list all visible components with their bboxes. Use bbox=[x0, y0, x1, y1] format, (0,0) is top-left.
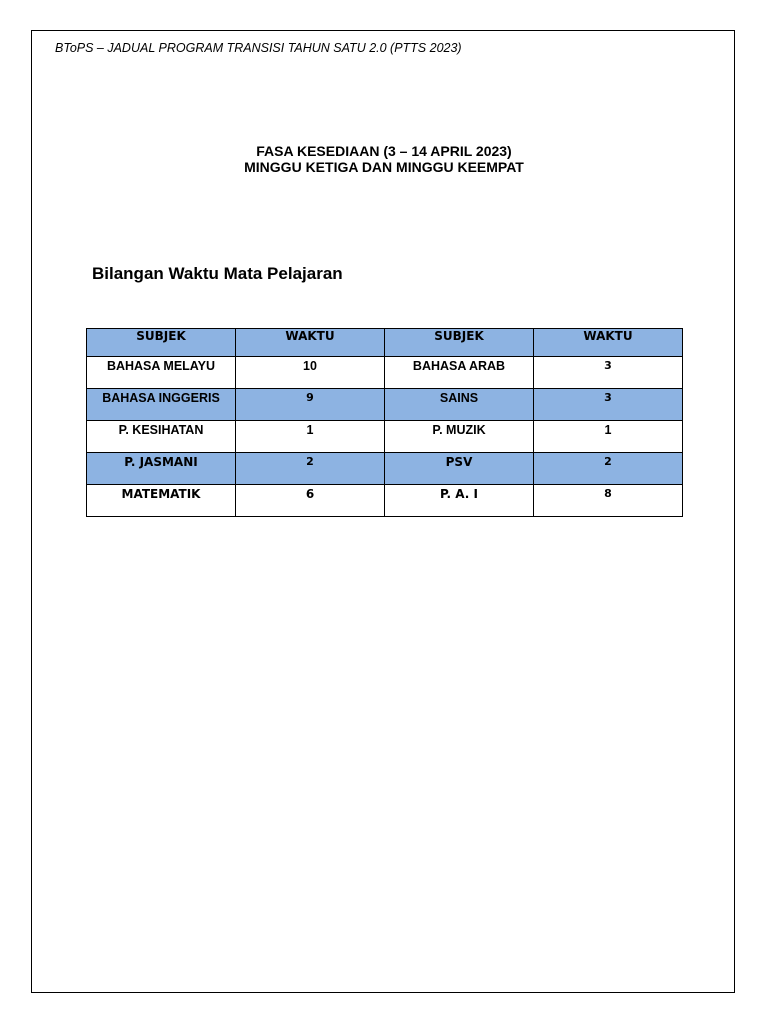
subject-cell: SAINS bbox=[385, 389, 534, 421]
subject-cell: P. MUZIK bbox=[385, 421, 534, 453]
phase-title: FASA KESEDIAAN (3 – 14 APRIL 2023) bbox=[256, 143, 512, 159]
time-cell: 2 bbox=[534, 453, 683, 485]
section-heading: Bilangan Waktu Mata Pelajaran bbox=[92, 264, 343, 283]
subject-cell: PSV bbox=[385, 453, 534, 485]
time-cell: 10 bbox=[236, 357, 385, 389]
table-row bbox=[87, 389, 683, 421]
table-row bbox=[87, 357, 683, 389]
running-header: BToPS – JADUAL PROGRAM TRANSISI TAHUN SATU 2.0 (PTTS 2023) bbox=[55, 41, 462, 55]
phase-subtitle: MINGGU KETIGA DAN MINGGU KEEMPAT bbox=[244, 159, 524, 175]
time-cell: 3 bbox=[534, 389, 683, 421]
time-cell: 6 bbox=[236, 485, 385, 517]
subject-cell: BAHASA INGGERIS bbox=[87, 389, 236, 421]
subject-cell: P. JASMANI bbox=[87, 453, 236, 485]
table-row bbox=[87, 485, 683, 517]
time-cell: 2 bbox=[236, 453, 385, 485]
time-cell: 1 bbox=[534, 421, 683, 453]
subject-cell: P. A. I bbox=[385, 485, 534, 517]
column-header-subject: SUBJEK bbox=[87, 329, 236, 357]
time-cell: 1 bbox=[236, 421, 385, 453]
subject-cell: MATEMATIK bbox=[87, 485, 236, 517]
subject-cell: BAHASA MELAYU bbox=[87, 357, 236, 389]
subject-cell: P. KESIHATAN bbox=[87, 421, 236, 453]
table-row bbox=[87, 453, 683, 485]
subject-cell: BAHASA ARAB bbox=[385, 357, 534, 389]
subject-hours-table bbox=[86, 328, 683, 517]
table-row bbox=[87, 421, 683, 453]
column-header-time: WAKTU bbox=[236, 329, 385, 357]
column-header-time: WAKTU bbox=[534, 329, 683, 357]
column-header-subject: SUBJEK bbox=[385, 329, 534, 357]
time-cell: 3 bbox=[534, 357, 683, 389]
time-cell: 9 bbox=[236, 389, 385, 421]
table-header-row bbox=[87, 329, 683, 357]
time-cell: 8 bbox=[534, 485, 683, 517]
